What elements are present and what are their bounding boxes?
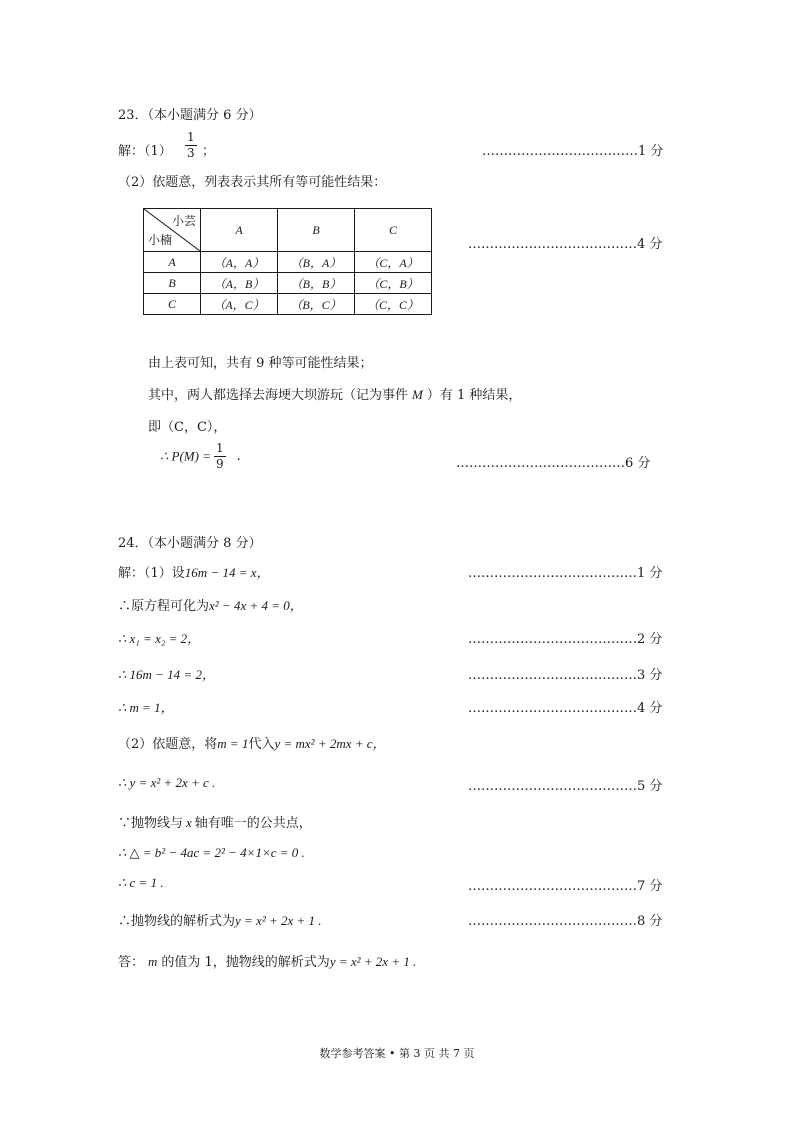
q24-answer-b: 的值为 1，抛物线的解析式为 bbox=[161, 955, 330, 970]
q24-answer-eq: y = x² + 2x + 1 . bbox=[329, 954, 417, 969]
score-table: …………………………………4 分 bbox=[468, 237, 663, 252]
score-24-8: …………………………………8 分 bbox=[468, 914, 663, 929]
q24-line3: ∴ x₁ = x₂ = 2， bbox=[118, 631, 201, 646]
q24-line8 bbox=[118, 812, 312, 831]
prob-lhs: ∴ P(M) = bbox=[160, 448, 211, 464]
q23-part2: （2）依题意，列表表示其所有等可能性结果： bbox=[118, 175, 387, 190]
table-cell: （C，A） bbox=[355, 252, 432, 273]
q23-line2-a: 其中，两人都选择去海埂大坝游玩（记为事件 bbox=[148, 388, 409, 403]
q24-line11 bbox=[118, 910, 322, 929]
q23-answer-fraction bbox=[182, 130, 200, 161]
score-24-3: …………………………………3 分 bbox=[468, 668, 663, 683]
score-24-4: …………………………………4 分 bbox=[468, 701, 663, 716]
score-24-2: …………………………………2 分 bbox=[468, 632, 663, 647]
q23-line1: 由上表可知，共有 9 种等可能性结果； bbox=[148, 356, 373, 371]
q23-part1-row bbox=[0, 130, 794, 160]
event-m: M bbox=[412, 387, 423, 402]
q24-line2 bbox=[118, 595, 303, 614]
corner-bottom-label: 小楠 bbox=[148, 233, 173, 247]
q24-answer bbox=[118, 951, 416, 970]
q24-line4: ∴ 16m − 14 = 2， bbox=[118, 667, 215, 682]
q24-line2-pre: ∴原方程可化为 bbox=[118, 599, 210, 614]
q23-line2-b: ）有 1 种结果， bbox=[426, 388, 522, 403]
table-cell: （A，C） bbox=[201, 294, 278, 315]
q23-line3: 即（C，C）， bbox=[148, 420, 227, 435]
q24-line6-m: m = 1 bbox=[217, 736, 249, 751]
table-cell: （B，A） bbox=[278, 252, 355, 273]
table-cell: （C，C） bbox=[355, 294, 432, 315]
q23-header: 23．（本小题满分 6 分） bbox=[118, 108, 262, 123]
q23-probability bbox=[160, 441, 241, 472]
prob-tail: . bbox=[236, 449, 241, 464]
q24-line6-eq: y = mx² + 2mx + c， bbox=[274, 736, 386, 751]
table-cell: （A，A） bbox=[201, 252, 278, 273]
table-row bbox=[144, 273, 432, 294]
table-cell: （B，C） bbox=[278, 294, 355, 315]
q24-header: 24．（本小题满分 8 分） bbox=[118, 536, 262, 551]
col-header: B bbox=[278, 209, 355, 252]
table-cell: （A，B） bbox=[201, 273, 278, 294]
score-24-5: …………………………………5 分 bbox=[468, 779, 663, 794]
q23-answer-tail: ； bbox=[202, 144, 216, 159]
q24-line6-pre: （2）依题意，将 bbox=[118, 737, 218, 752]
q24-answer-m: m bbox=[148, 954, 158, 969]
q24-line6 bbox=[118, 733, 386, 752]
fraction-numerator: 1 bbox=[187, 130, 195, 144]
q24-line6-mid: 代入 bbox=[248, 737, 275, 752]
q24-line8-a: ∵抛物线与 bbox=[118, 816, 184, 831]
q24-line5: ∴ m = 1， bbox=[118, 700, 174, 715]
corner-top-label: 小芸 bbox=[171, 214, 196, 228]
q24-line11-eq: y = x² + 2x + 1 . bbox=[235, 913, 322, 928]
q23-part1-prefix: 解：（1） bbox=[118, 144, 172, 159]
page-footer: 数学参考答案 • 第 3 页 共 7 页 bbox=[319, 1047, 475, 1060]
score-prob: …………………………………6 分 bbox=[456, 456, 651, 471]
col-header: A bbox=[201, 209, 278, 252]
outcome-table bbox=[143, 208, 432, 315]
q24-answer-a: 答： bbox=[118, 955, 145, 970]
prob-denominator: 9 bbox=[215, 457, 224, 471]
q23-line2 bbox=[148, 384, 521, 403]
q24-line1 bbox=[118, 562, 270, 581]
q24-line7: ∴ y = x² + 2x + c . bbox=[118, 775, 216, 790]
table-cell: （C，B） bbox=[355, 273, 432, 294]
q24-line2-math: x² − 4x + 4 = 0， bbox=[209, 598, 303, 613]
row-header: C bbox=[144, 294, 201, 315]
score-24-7: …………………………………7 分 bbox=[468, 879, 663, 894]
col-header: C bbox=[355, 209, 432, 252]
q24-line11-pre: ∴抛物线的解析式为 bbox=[118, 914, 236, 929]
q24-line8-x: x bbox=[186, 815, 192, 830]
prob-numerator: 1 bbox=[215, 441, 224, 455]
q24-line10: ∴ c = 1 . bbox=[118, 875, 164, 890]
score-24-1: …………………………………1 分 bbox=[468, 566, 663, 581]
table-cell: （B，B） bbox=[278, 273, 355, 294]
q24-line1-math: 16m − 14 = x， bbox=[184, 565, 270, 580]
table-row bbox=[144, 294, 432, 315]
q24-line9: ∴ △ = b² − 4ac = 2² − 4×1×c = 0 . bbox=[118, 845, 305, 860]
q24-line8-b: 轴有唯一的公共点， bbox=[194, 816, 312, 831]
q24-line1-pre: 解：（1）设 bbox=[118, 566, 185, 581]
row-header: A bbox=[144, 252, 201, 273]
score-1: ………………………………1 分 bbox=[482, 144, 664, 159]
fraction-denominator: 3 bbox=[187, 146, 195, 160]
table-row bbox=[144, 252, 432, 273]
row-header: B bbox=[144, 273, 201, 294]
table-corner-cell bbox=[144, 209, 201, 252]
